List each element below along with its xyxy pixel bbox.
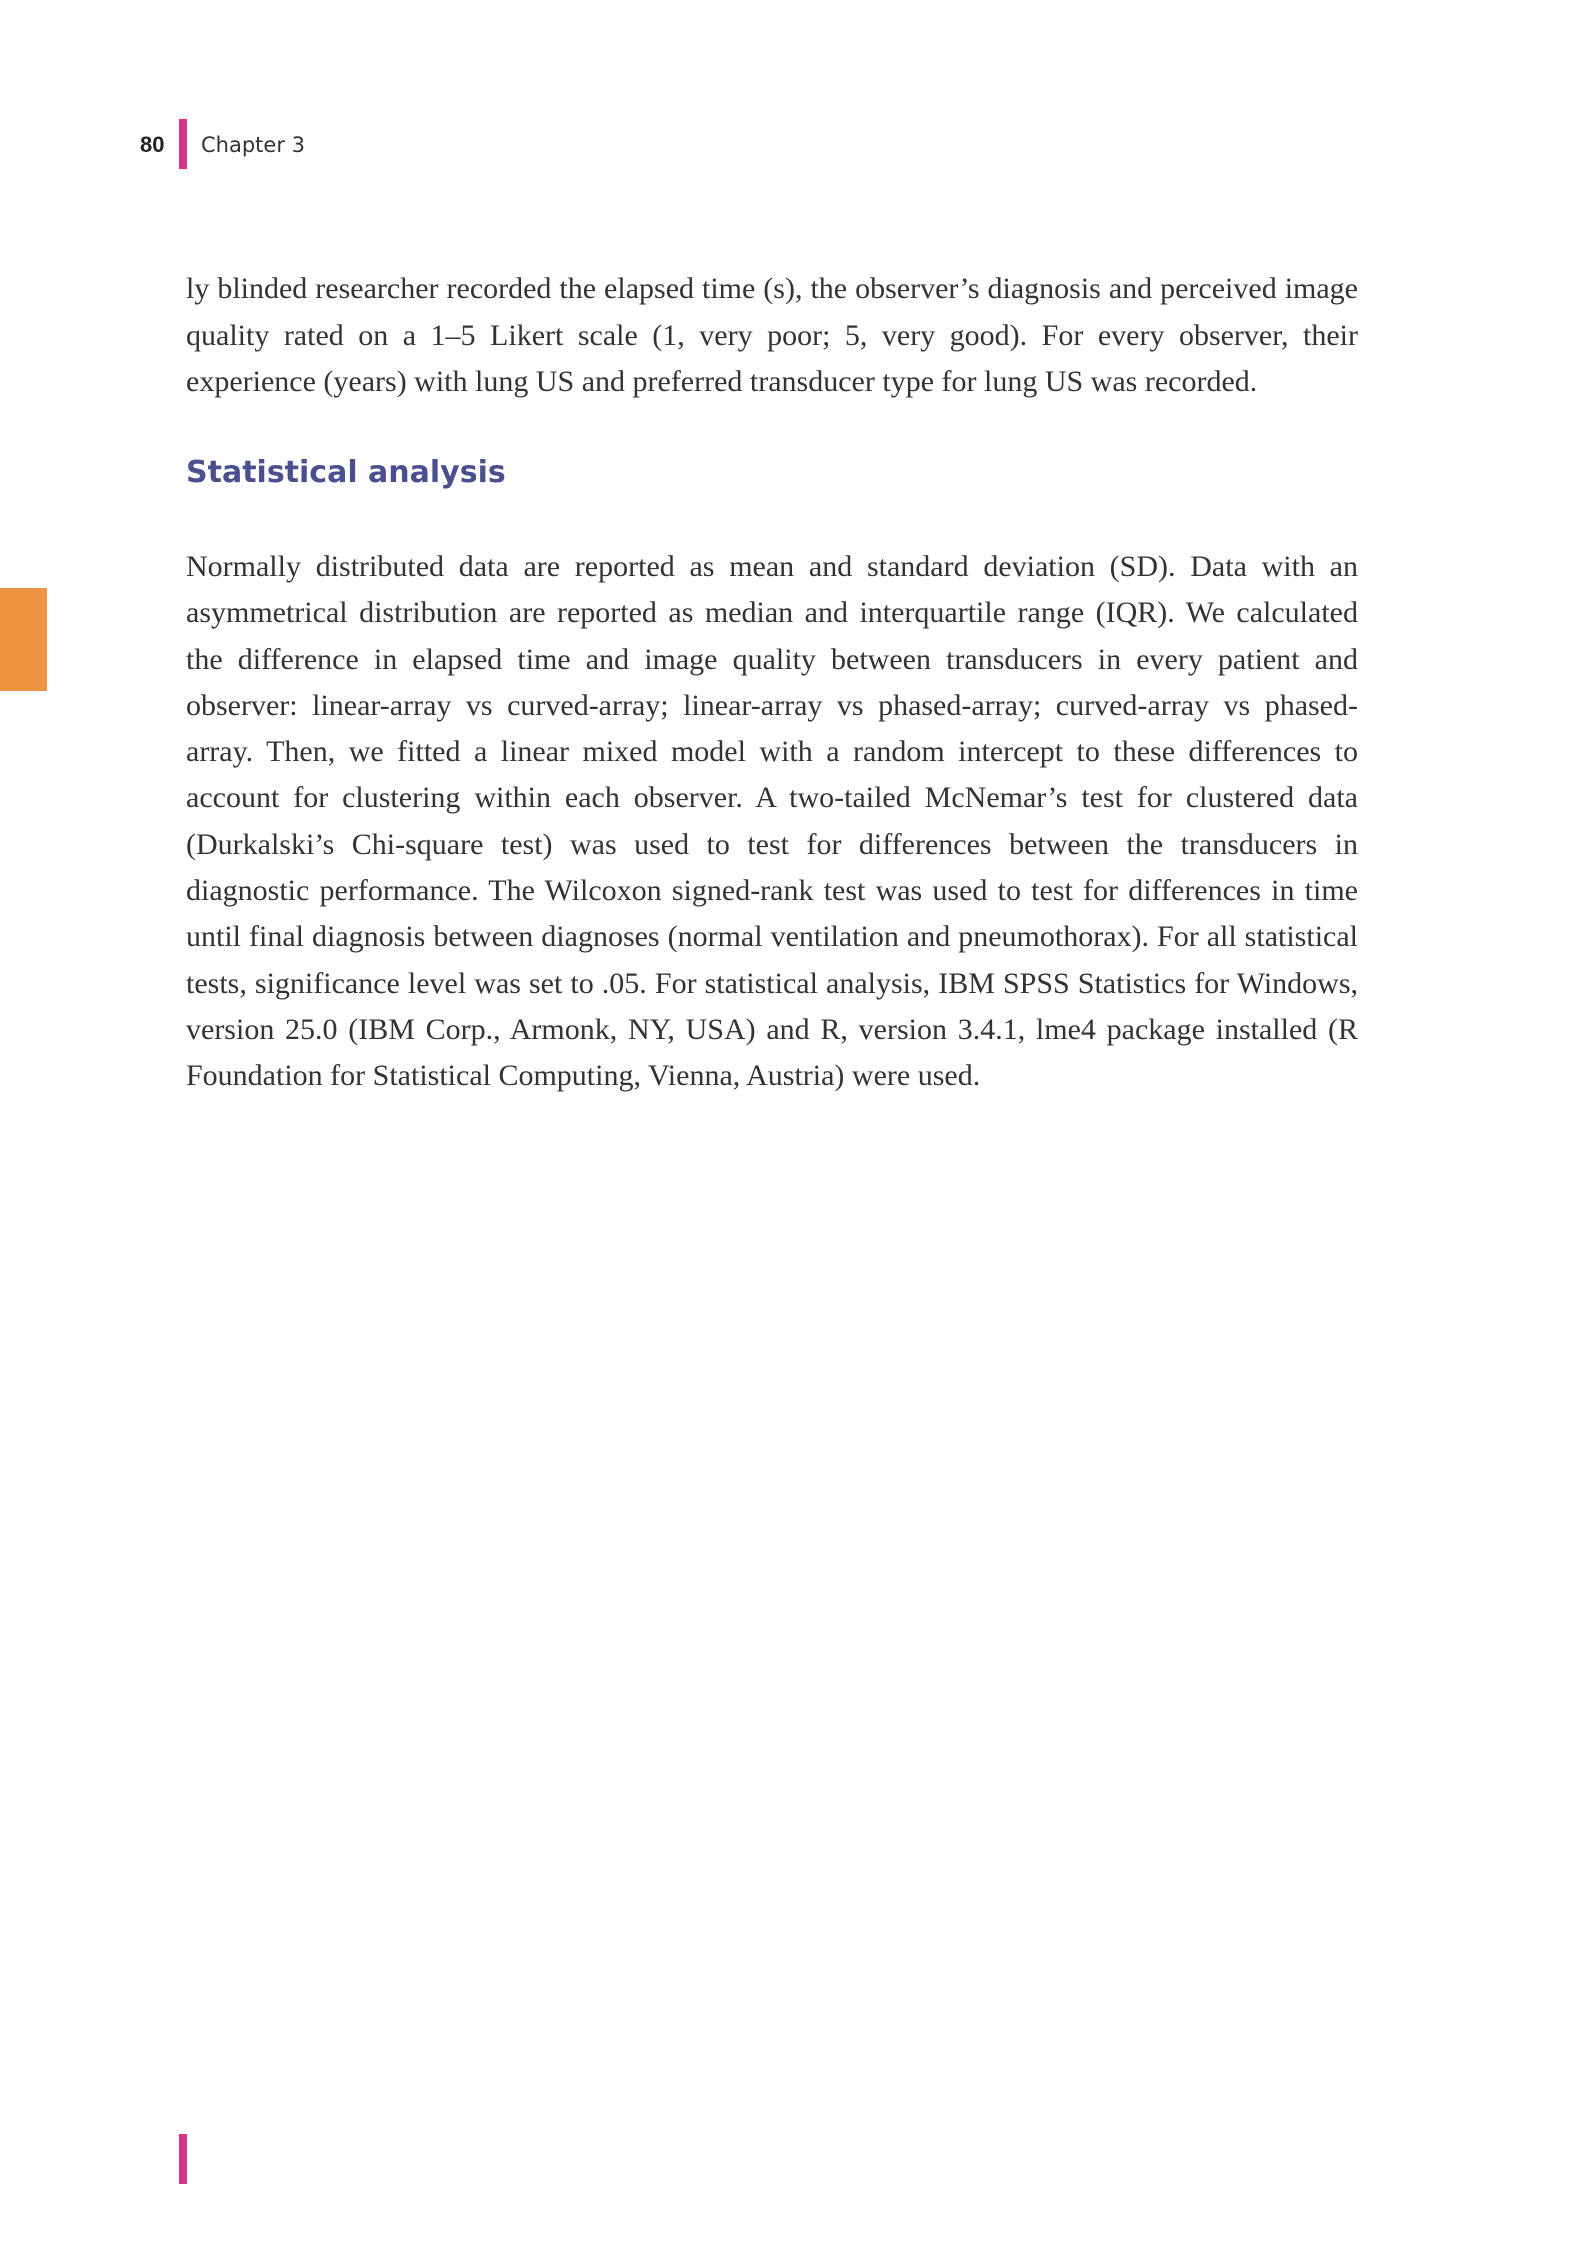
page-number: 80 [140, 132, 165, 157]
intro-paragraph: ly blinded researcher recorded the elapsed time (s), the observer’s diagnosis and perceived image quality rated on a 1–5 Likert scale (1, very poor; 5, very good). For every observer, their experience (years) with lung US and preferred transducer type for lung US was recorded. [186, 272, 1358, 398]
section-heading: Statistical analysis [186, 455, 506, 490]
chapter-label: Chapter 3 [201, 133, 305, 157]
header-accent-bar [179, 119, 187, 169]
chapter-side-tab [0, 588, 47, 691]
statistical-analysis-paragraph: Normally distributed data are reported as mean and standard deviation (SD). Data with an asymmetrical distribution are reported as median and interquartile range (IQR). We calculated the difference in elapsed time and image quality between transducers in every patient and observer: linear-array vs curved-array; linear-array vs phased-array; curved-array vs phased-array. Then, we fitted a linear mixed model with a random intercept to these differences to account for clustering within each observer. A two-tailed McNemar’s test for clustered data (Durkalski’s Chi-square test) was used to test for differences between the transducers in diagnostic performance. The Wilcoxon signed-rank test was used to test for differences in time until final diagnosis between diagnoses (normal ventilation and pneumothorax). For all statistical tests, significance level was set to .05. For statistical analysis, IBM SPSS Statistics for Windows, version 25.0 (IBM Corp., Armonk, NY, USA) and R, version 3.4.1, lme4 package installed (R Foundation for Statistical Computing, Vienna, Austria) were used. [186, 550, 1358, 1093]
footer-accent-bar [179, 2134, 187, 2184]
page-header [0, 0, 1594, 200]
